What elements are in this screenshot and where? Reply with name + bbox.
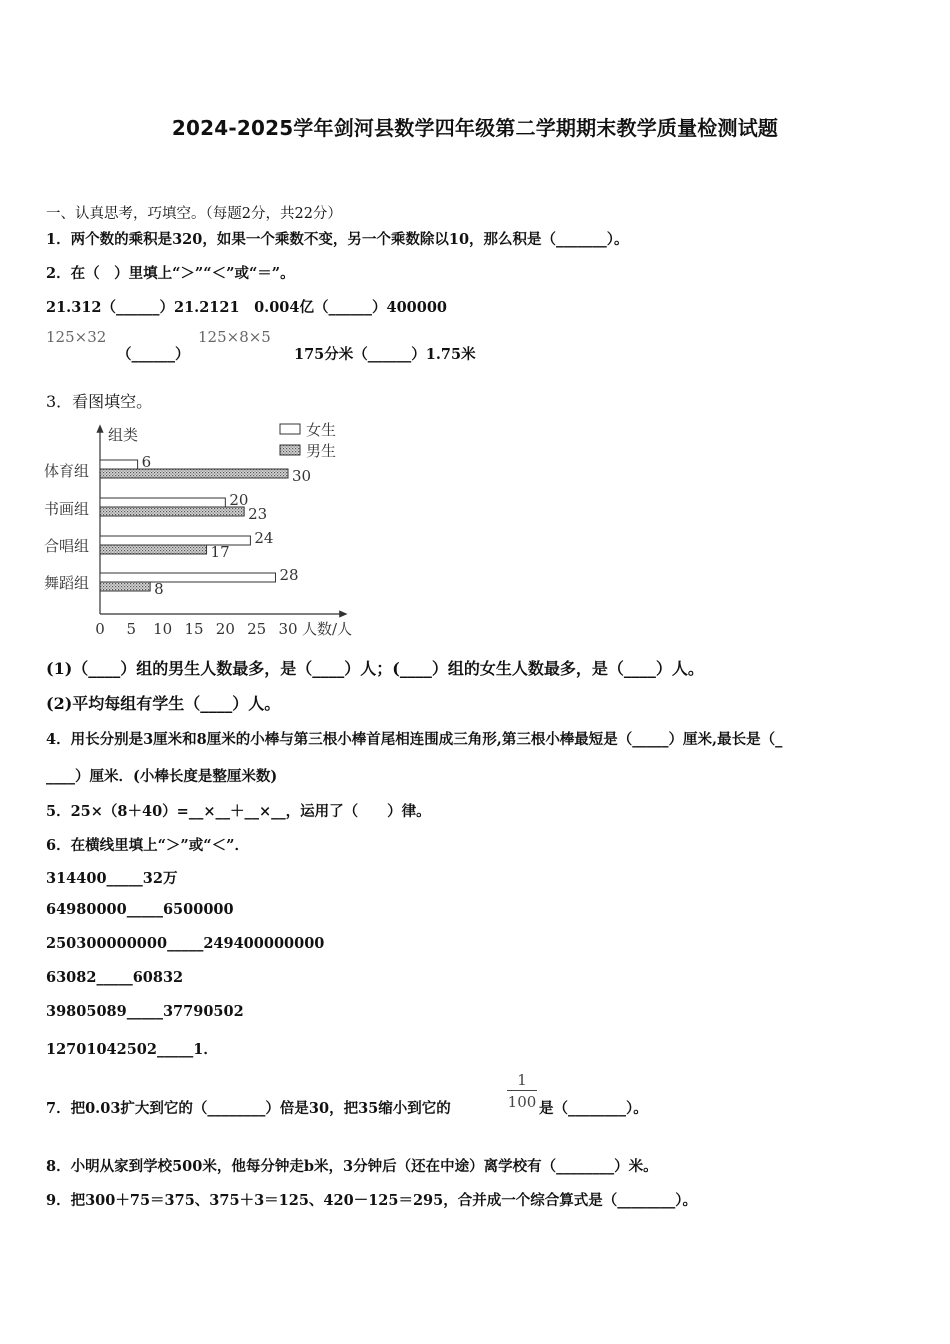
question-2: 2．在（ ）里填上“＞”“＜”或“＝”。: [46, 265, 295, 282]
math-expression-right: 125×8×5: [198, 328, 271, 346]
question-6-item: 12701042502_____1．: [46, 1041, 218, 1058]
x-tick-label: 25: [247, 620, 267, 638]
data-label-male-2: 17: [210, 543, 230, 561]
bar-male-3: [100, 582, 150, 591]
y-axis-label: 组类: [108, 426, 139, 444]
x-tick-label: 10: [153, 620, 173, 638]
bar-female-3: [100, 573, 275, 582]
x-tick-label: 5: [126, 620, 137, 638]
x-tick-label: 20: [215, 620, 235, 638]
x-tick-label: 30: [278, 620, 298, 638]
question-6-item: 314400_____32万: [46, 870, 178, 887]
question-6: 6．在横线里填上“＞”或“＜”．: [46, 837, 249, 854]
question-3: 3．看图填空。: [46, 392, 153, 411]
bar-female-1: [100, 498, 225, 507]
category-label: 体育组: [44, 462, 90, 480]
bar-female-0: [100, 460, 138, 469]
x-tick-label: 0: [95, 620, 105, 638]
question-8: 8．小明从家到学校500米，他每分钟走b米，3分钟后（还在中途）离学校有（________）米。: [46, 1158, 658, 1175]
category-label: 舞蹈组: [44, 574, 90, 592]
page-title: 2024-2025学年剑河县数学四年级第二学期期末教学质量检测试题: [171, 116, 779, 140]
bar-male-1: [100, 507, 244, 516]
fraction-numerator: 1: [517, 1071, 527, 1089]
data-label-female-2: 24: [254, 529, 274, 547]
section-heading: 一、认真思考，巧填空。（每题2分，共22分）: [46, 206, 342, 222]
question-6-item: 250300000000_____249400000000: [46, 935, 325, 952]
question-4-line-2: ____）厘米．(小棒长度是整厘米数): [46, 768, 278, 785]
question-6-item: 63082_____60832: [46, 969, 184, 986]
bar-male-2: [100, 545, 207, 554]
question-2-row-2-right: 175分米（______）1.75米: [294, 346, 476, 363]
question-5: 5．25×（8＋40）=__×__＋__×__，运用了（ ）律。: [46, 803, 431, 820]
question-7-part-b: 是（________）。: [539, 1100, 648, 1117]
question-4-line-1: 4．用长分别是3厘米和8厘米的小棒与第三根小棒首尾相连围成三角形,第三根小棒最短是（_____）厘米,最长是（_: [46, 731, 783, 748]
question-6-item: 64980000_____6500000: [46, 901, 234, 918]
data-label-male-1: 23: [248, 505, 268, 523]
legend-label-male: 男生: [306, 442, 337, 460]
data-label-male-0: 30: [292, 467, 312, 485]
question-3-part-2: (2)平均每组有学生（____）人。: [46, 694, 281, 713]
math-expression-left: 125×32: [46, 328, 107, 346]
legend-label-female: 女生: [306, 421, 337, 439]
data-label-male-3: 8: [154, 580, 164, 598]
question-9: 9．把300＋75＝375、375＋3＝125、420－125＝295，合并成一个综合算式是（________）。: [46, 1192, 697, 1209]
fraction-denominator: 100: [507, 1093, 537, 1111]
legend-swatch-female: [280, 424, 300, 434]
category-label: 书画组: [44, 500, 90, 518]
x-tick-label: 15: [184, 620, 204, 638]
data-label-female-3: 28: [279, 566, 299, 584]
legend-swatch-male: [280, 445, 300, 455]
data-label-female-1: 20: [229, 491, 249, 509]
question-7-part-a: 7．把0.03扩大到它的（________）倍是30，把35缩小到它的: [46, 1100, 451, 1117]
question-1: 1．两个数的乘积是320，如果一个乘数不变，另一个乘数除以10，那么积是（_______）。: [46, 231, 629, 248]
question-2-blank: （______）: [117, 346, 190, 363]
fraction-one-hundredth: [505, 1070, 539, 1113]
bar-chart: [40, 418, 370, 643]
data-label-female-0: 6: [141, 453, 152, 471]
category-label: 合唱组: [44, 537, 90, 555]
bar-male-0: [100, 469, 288, 478]
question-2-row-1: 21.312（______）21.2121 0.004亿（______）400000: [46, 299, 448, 316]
x-axis-label: 人数/人: [302, 620, 353, 638]
question-6-item: 39805089_____37790502: [46, 1003, 244, 1020]
question-3-part-1: (1)（____）组的男生人数最多，是（____）人；(____）组的女生人数最多，是（____）人。: [46, 659, 704, 678]
